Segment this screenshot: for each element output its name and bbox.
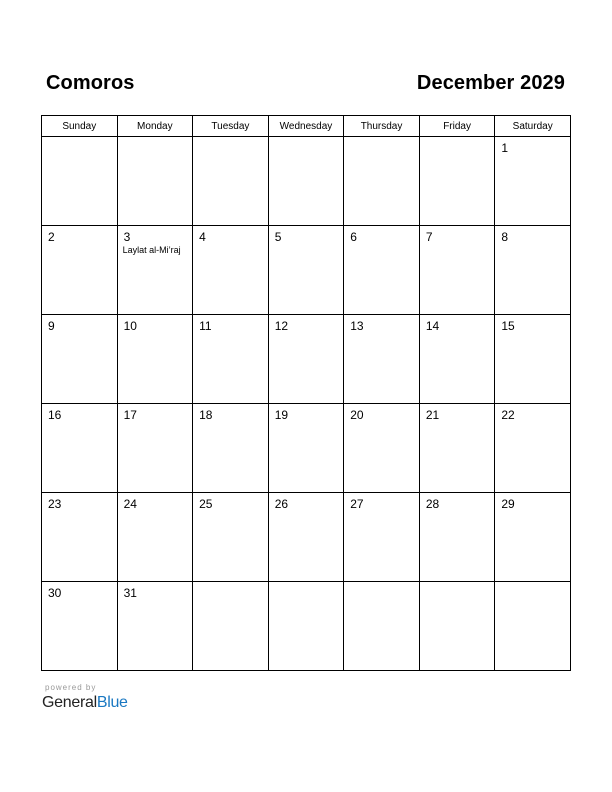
day-number: 21 (425, 408, 440, 422)
day-cell (344, 315, 420, 404)
day-number: 6 (350, 230, 357, 244)
day-number (118, 137, 193, 141)
weekday-thursday: Thursday (344, 116, 420, 137)
day-cell (117, 582, 193, 671)
day-number: 14 (425, 319, 440, 333)
day-cell (419, 404, 495, 493)
day-number: 15 (501, 319, 515, 333)
day-cell (344, 226, 420, 315)
day-cell (419, 582, 495, 671)
day-cell (495, 404, 571, 493)
day-cell (268, 493, 344, 582)
day-number: 11 (199, 319, 212, 333)
day-number (344, 582, 419, 586)
week-row (42, 226, 571, 315)
day-cell (117, 137, 193, 226)
day-number: 18 (199, 408, 213, 422)
day-number: 27 (350, 497, 364, 511)
day-number (42, 137, 117, 141)
day-number (495, 582, 570, 586)
day-cell (268, 137, 344, 226)
day-number: 12 (274, 319, 289, 333)
day-number: 17 (123, 408, 137, 422)
day-cell (495, 582, 571, 671)
day-number: 1 (501, 141, 509, 155)
day-cell (42, 404, 118, 493)
day-cell (495, 315, 571, 404)
day-cell (419, 226, 495, 315)
day-number: 16 (48, 408, 62, 422)
day-cell (344, 582, 420, 671)
day-number: 26 (274, 497, 289, 511)
weekday-monday: Monday (117, 116, 193, 137)
country-title: Comoros (46, 72, 135, 94)
day-cell (193, 404, 269, 493)
day-cell (419, 315, 495, 404)
day-cell (344, 137, 420, 226)
logo-blue: Blue (96, 694, 128, 711)
day-number: 8 (501, 230, 509, 244)
day-cell (268, 226, 344, 315)
day-cell (42, 226, 118, 315)
week-row (42, 137, 571, 226)
day-number: 28 (425, 497, 440, 511)
day-number: 25 (199, 497, 213, 511)
day-number (193, 137, 268, 141)
day-cell (117, 493, 193, 582)
week-row (42, 493, 571, 582)
day-cell (117, 404, 193, 493)
day-cell (344, 404, 420, 493)
day-number (344, 137, 419, 141)
day-number: 31 (123, 586, 137, 600)
day-cell (193, 493, 269, 582)
day-cell (42, 315, 118, 404)
day-number: 7 (425, 230, 433, 244)
day-number: 2 (48, 230, 55, 244)
day-cell (42, 582, 118, 671)
week-row (42, 315, 571, 404)
weekday-sunday: Sunday (42, 116, 118, 137)
day-cell (42, 493, 118, 582)
day-number (269, 137, 344, 141)
day-number: 24 (123, 497, 137, 511)
day-number: 29 (501, 497, 515, 511)
day-cell (193, 137, 269, 226)
generalblue-logo (42, 694, 128, 712)
day-number: 19 (274, 408, 289, 422)
day-number (269, 582, 344, 586)
day-cell (268, 582, 344, 671)
day-number (420, 582, 495, 586)
day-number: 23 (48, 497, 62, 511)
weekday-header-row (42, 116, 571, 137)
day-number: 20 (350, 408, 364, 422)
month-title: December 2029 (416, 72, 565, 94)
day-cell (268, 315, 344, 404)
day-cell (117, 226, 193, 315)
day-cell (193, 226, 269, 315)
day-cell (419, 493, 495, 582)
weekday-saturday: Saturday (495, 116, 571, 137)
day-number (420, 137, 495, 141)
day-cell (495, 493, 571, 582)
calendar-body (42, 137, 571, 671)
day-number: 3 (123, 230, 131, 244)
day-cell (268, 404, 344, 493)
weekday-wednesday: Wednesday (268, 116, 344, 137)
day-cell (495, 137, 571, 226)
day-cell (495, 226, 571, 315)
day-cell (193, 582, 269, 671)
day-number (193, 582, 268, 586)
day-cell (344, 493, 420, 582)
holiday-label: Laylat al-Mi’raj (122, 245, 181, 255)
powered-by-text: powered by (45, 683, 97, 692)
weekday-friday: Friday (419, 116, 495, 137)
day-cell (193, 315, 269, 404)
week-row (42, 582, 571, 671)
day-number: 4 (199, 230, 206, 244)
day-number: 10 (123, 319, 137, 333)
weekday-tuesday: Tuesday (193, 116, 269, 137)
day-number: 22 (501, 408, 515, 422)
day-number: 30 (48, 586, 62, 600)
day-number: 5 (274, 230, 282, 244)
calendar-grid (41, 115, 571, 671)
day-cell (419, 137, 495, 226)
week-row (42, 404, 571, 493)
day-number: 13 (350, 319, 364, 333)
day-cell (42, 137, 118, 226)
day-cell (117, 315, 193, 404)
day-number: 9 (48, 319, 55, 333)
logo-general: General (42, 694, 97, 711)
